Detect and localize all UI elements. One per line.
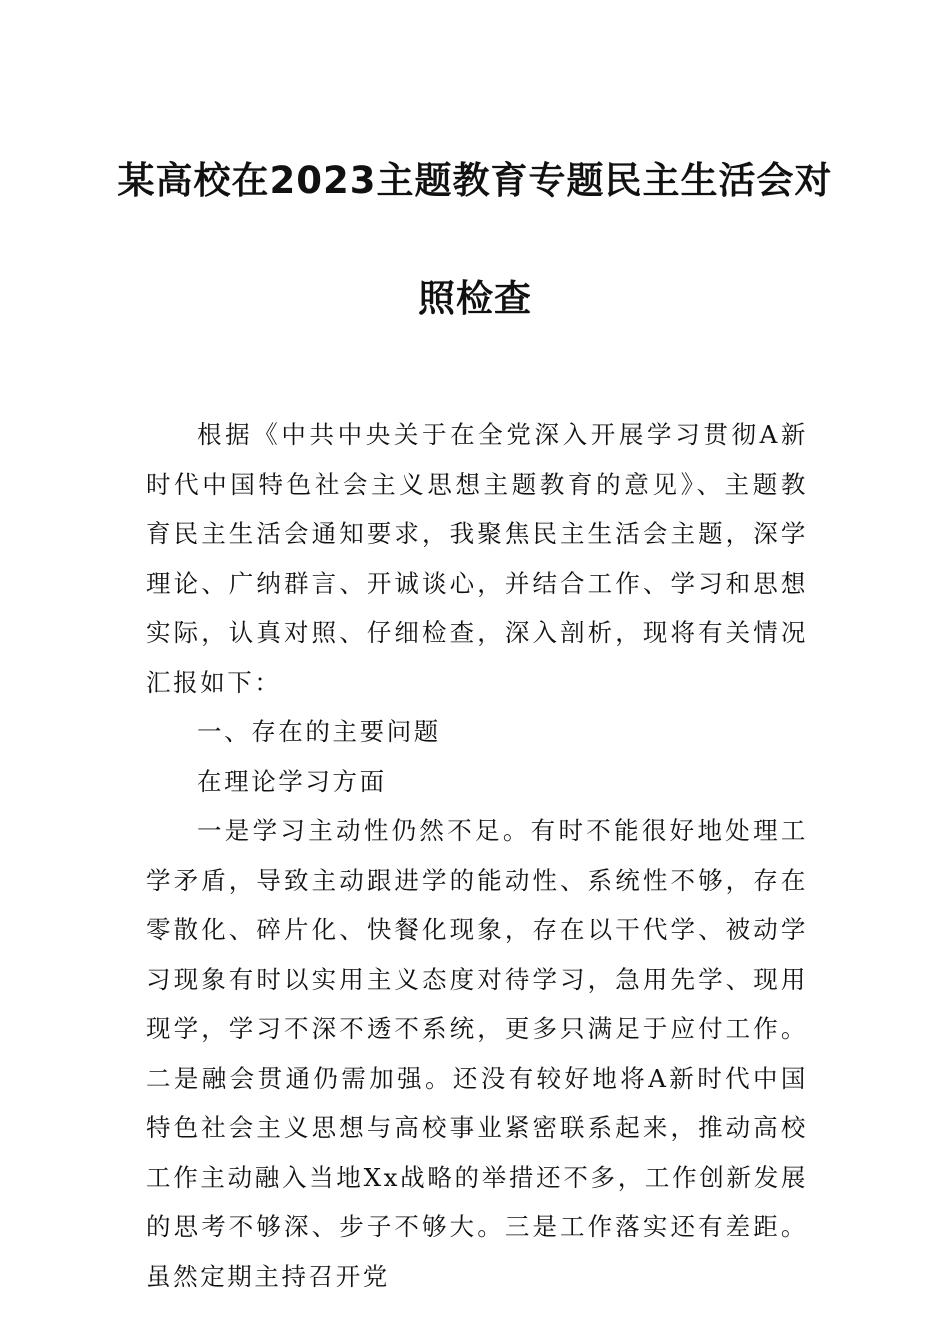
document-body <box>146 410 808 1301</box>
problem-paragraph: 一是学习主动性仍然不足。有时不能很好地处理工学矛盾，导致主动跟进学的能动性、系统性不够，存在零散化、碎片化、快餐化现象，存在以干代学、被动学习现象有时以实用主义态度对待学习，急用先学、现用现学，学习不深不透不系统，更多只满足于应付工作。二是融会贯通仍需加强。还没有较好地将A新时代中国特色社会主义思想与高校事业紧密联系起来，推动高校工作主动融入当地Xx战略的举措还不多，工作创新发展的思考不够深、步子不够大。三是工作落实还有差距。虽然定期主持召开党 <box>146 816 808 1291</box>
section-heading: 一、存在的主要问题 <box>197 717 441 746</box>
subsection-heading: 在理论学习方面 <box>197 766 387 796</box>
intro-paragraph: 根据《中共中央关于在全党深入开展学习贯彻A新时代中国特色社会主义思想主题教育的意见》、主题教育民主生活会通知要求，我聚焦民主生活会主题，深学理论、广纳群言、开诚谈心，并结合工作、学习和思想实际，认真对照、仔细检查，深入剖析，现将有关情况汇报如下： <box>146 420 808 697</box>
document-title-line-1: 某高校在2023主题教育专题民主生活会对 <box>117 159 833 202</box>
document-title-line-2: 照检查 <box>418 277 532 320</box>
